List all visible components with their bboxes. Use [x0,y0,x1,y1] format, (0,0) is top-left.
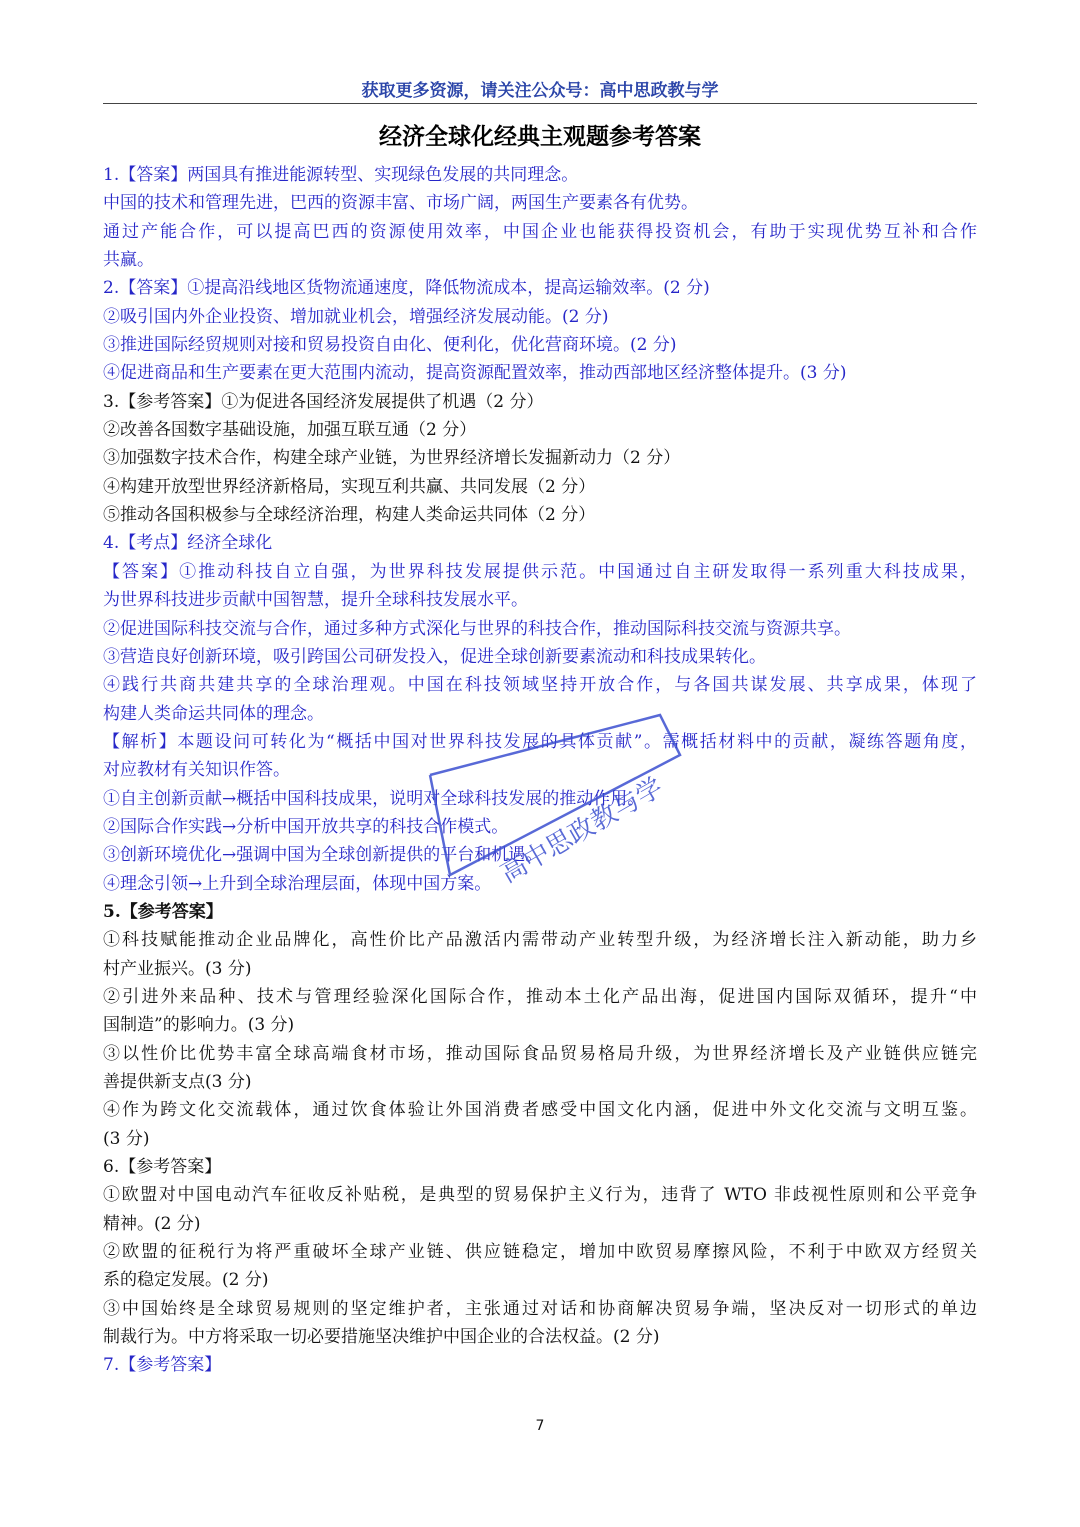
text-line: 2.【答案】①提高沿线地区货物流通速度，降低物流成本，提高运输效率。(2 分) [103,278,710,299]
text-line: 7.【参考答案】 [103,1355,222,1376]
text-line: ③推进国际经贸规则对接和贸易投资自由化、便利化，优化营商环境。(2 分) [103,335,677,356]
text-line: 对应教材有关知识作答。 [103,760,290,781]
text-line: ①自主创新贡献→概括中国科技成果，说明对全球科技发展的推动作用。 [103,788,645,809]
text-line: ③以性价比优势丰富全球高端食材市场，推动国际食品贸易格局升级，为世界经济增长及产业链供应链完 [103,1043,977,1064]
text-line: 【解析】本题设问可转化为“概括中国对世界科技发展的具体贡献”。需概括材料中的贡献，凝练答题角度， [103,731,977,752]
text-line: ②引进外来品种、技术与管理经验深化国际合作，推动本土化产品出海，促进国内国际双循环，提升“中 [103,986,977,1007]
header-divider [103,103,977,104]
text-line: 构建人类命运共同体的理念。 [103,703,324,724]
answer-content [103,161,977,1380]
document-title: 经济全球化经典主观题参考答案 [379,124,701,150]
text-line: ④理念引领→上升到全球治理层面，体现中国方案。 [103,873,492,894]
page-number: 7 [535,1418,545,1434]
text-line: ②改善各国数字基础设施，加强互联互通（2 分） [103,420,477,441]
text-line: 5.【参考答案】 [103,901,223,922]
text-line: ⑤推动各国积极参与全球经济治理，构建人类命运共同体（2 分） [103,505,596,526]
text-line: 6.【参考答案】 [103,1157,222,1178]
text-line: ②国际合作实践→分析中国开放共享的科技合作模式。 [103,816,509,837]
text-line: ①欧盟对中国电动汽车征收反补贴税，是典型的贸易保护主义行为，违背了 WTO 非歧视性原则和公平竞争 [103,1185,977,1206]
text-line: 村产业振兴。(3 分) [103,958,252,979]
text-line: ③加强数字技术合作，构建全球产业链，为世界经济增长发掘新动力（2 分） [103,448,681,469]
text-line: 中国的技术和管理先进，巴西的资源丰富、市场广阔，两国生产要素各有优势。 [103,193,698,214]
text-line: (3 分) [103,1128,150,1149]
text-line: 国制造”的影响力。(3 分) [103,1015,295,1036]
page-header: 获取更多资源，请关注公众号：高中思政教与学 [361,81,719,101]
text-line: 共赢。 [103,250,154,271]
text-line: ③创新环境优化→强调中国为全球创新提供的平台和机遇。 [103,845,543,866]
text-line: ④践行共商共建共享的全球治理观。中国在科技领域坚持开放合作，与各国共谋发展、共享成果，体现了 [103,675,977,696]
text-line: 3.【参考答案】①为促进各国经济发展提供了机遇（2 分） [103,391,544,412]
text-line: ②吸引国内外企业投资、增加就业机会，增强经济发展动能。(2 分) [103,306,609,327]
watermark-text: 高中思政教与学 [495,772,669,890]
text-line: ③营造良好创新环境，吸引跨国公司研发投入，促进全球创新要素流动和科技成果转化。 [103,646,766,667]
text-line: 【答案】①推动科技自立自强，为世界科技发展提供示范。中国通过自主研发取得一系列重大科技成果， [103,561,977,582]
text-line: ③中国始终是全球贸易规则的坚定维护者，主张通过对话和协商解决贸易争端，坚决反对一切形式的单边 [103,1298,977,1319]
text-line: 系的稳定发展。(2 分) [103,1270,269,1291]
text-line: 精神。(2 分) [103,1213,201,1234]
text-line: ④构建开放型世界经济新格局，实现互利共赢、共同发展（2 分） [103,476,596,497]
text-line: ①科技赋能推动企业品牌化，高性价比产品激活内需带动产业转型升级，为经济增长注入新动能，助力乡 [103,930,977,951]
text-line: ②欧盟的征税行为将严重破坏全球产业链、供应链稳定，增加中欧贸易摩擦风险，不利于中欧双方经贸关 [103,1242,977,1263]
text-line: ②促进国际科技交流与合作，通过多种方式深化与世界的科技合作，推动国际科技交流与资源共享。 [103,618,851,639]
text-line: 善提供新支点(3 分) [103,1072,252,1092]
text-line: ④促进商品和生产要素在更大范围内流动，提高资源配置效率，推动西部地区经济整体提升。(3 分) [103,363,847,384]
text-line: ④作为跨文化交流载体，通过饮食体验让外国消费者感受中国文化内涵，促进中外文化交流与文明互鉴。 [103,1100,977,1121]
text-line: 制裁行为。中方将采取一切必要措施坚决维护中国企业的合法权益。(2 分) [103,1327,660,1348]
text-line: 为世界科技进步贡献中国智慧，提升全球科技发展水平。 [103,590,528,611]
text-line: 通过产能合作，可以提高巴西的资源使用效率，中国企业也能获得投资机会，有助于实现优势互补和合作 [103,221,977,242]
text-line: 1.【答案】两国具有推进能源转型、实现绿色发展的共同理念。 [103,165,579,185]
text-line: 4.【考点】经济全球化 [103,533,273,554]
